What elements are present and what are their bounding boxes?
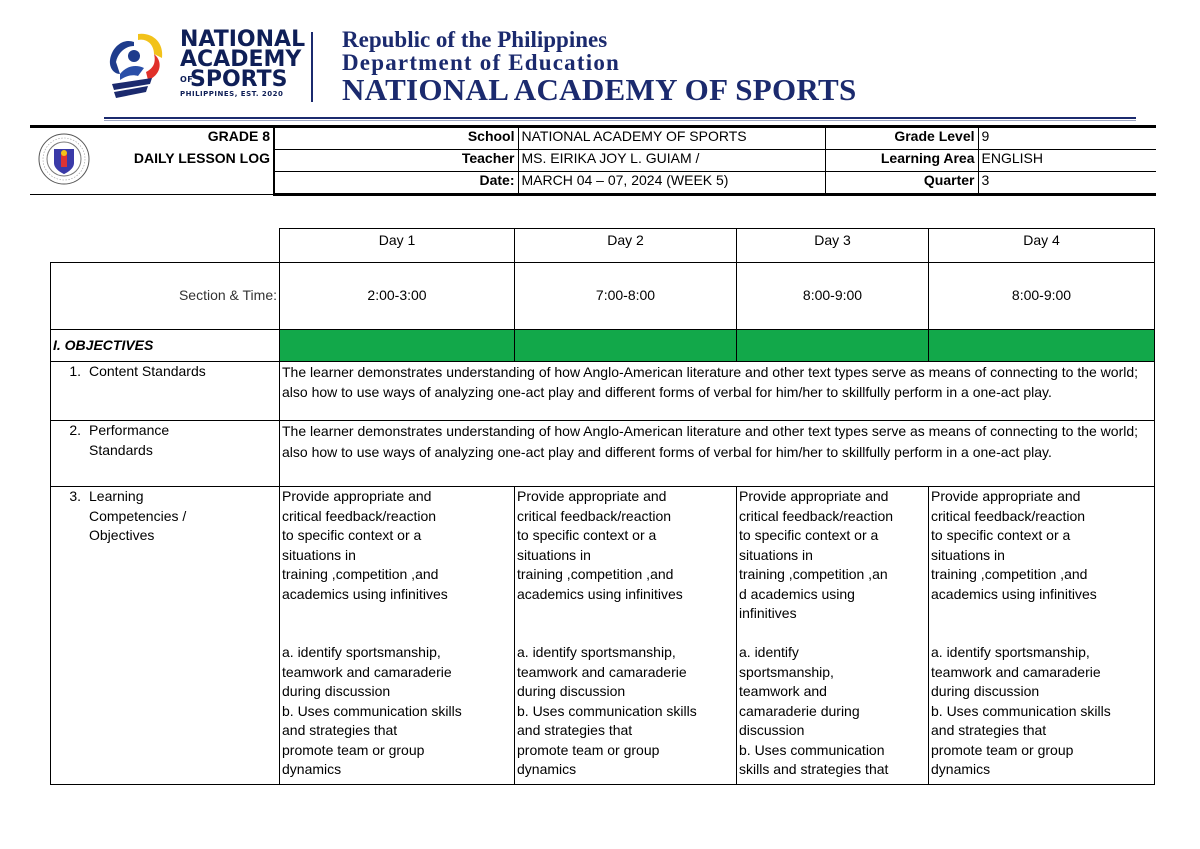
row-number: 1. xyxy=(69,363,81,379)
lesson-plan-table xyxy=(50,228,1155,785)
lesson-log-info-table xyxy=(30,125,1156,196)
row-label: Learning xyxy=(89,488,144,504)
school-label: School xyxy=(274,127,518,150)
log-title: DAILY LESSON LOG xyxy=(30,150,274,172)
row-number: 2. xyxy=(69,422,81,438)
academy-title: NATIONAL ACADEMY OF SPORTS xyxy=(342,72,857,107)
info-blank xyxy=(30,172,274,195)
section-time: 2:00-3:00 xyxy=(280,263,515,330)
section-time: 8:00-9:00 xyxy=(929,263,1155,330)
header-divider xyxy=(311,32,313,102)
grade-level-label: Grade Level xyxy=(825,127,978,150)
learning-area-value: ENGLISH xyxy=(978,150,1156,172)
quarter-value: 3 xyxy=(978,172,1156,195)
row-label: Content Standards xyxy=(89,363,206,379)
green-cell xyxy=(929,330,1155,362)
performance-standards-text: The learner demonstrates understanding of how Anglo-American literature and other text types serve as means of connecting to the world; also how to use ways of analyzing one-act play and different forms of verbal for him/her to skillfully perform in a one-act play. xyxy=(280,421,1155,487)
header-rule-thin xyxy=(104,120,1136,121)
date-label: Date: xyxy=(274,172,518,195)
wordmark-academy: ACADEMY xyxy=(180,47,302,72)
school-value: NATIONAL ACADEMY OF SPORTS xyxy=(518,127,825,150)
competencies-day1: Provide appropriate and critical feedback/reaction to specific context or a situations in training ,competition ,and academics using infinitives a. identify sportsmanship, teamwork and camaraderie during discussion b. Uses communication skills and strategies that promote team or group dynamics xyxy=(280,487,515,785)
green-cell xyxy=(515,330,737,362)
learning-competencies-label xyxy=(51,487,280,785)
green-cell xyxy=(737,330,929,362)
national-academy-of-sports-logo-icon xyxy=(104,28,174,102)
department-title: Department of Education xyxy=(342,50,621,75)
header-rule xyxy=(104,117,1136,119)
grade-level-value: 9 xyxy=(978,127,1156,150)
green-cell xyxy=(280,330,515,362)
section-time: 7:00-8:00 xyxy=(515,263,737,330)
row-label: Performance xyxy=(89,422,170,438)
nas-wordmark xyxy=(180,27,306,99)
content-standards-text: The learner demonstrates understanding of how Anglo-American literature and other text types serve as means of connecting to the world; also how to use ways of analyzing one-act play and different forms of verbal for him/her to skillfully perform in a one-act play. xyxy=(280,362,1155,421)
teacher-label: Teacher xyxy=(274,150,518,172)
section-time: 8:00-9:00 xyxy=(737,263,929,330)
wordmark-sub: PHILIPPINES, EST. 2020 xyxy=(180,90,284,98)
wordmark-national: NATIONAL xyxy=(180,27,306,52)
grade-label: GRADE 8 xyxy=(30,127,274,150)
day-header: Day 3 xyxy=(737,229,929,263)
wordmark-of: OF xyxy=(180,75,194,84)
content-standards-label xyxy=(51,362,280,421)
objectives-heading: I. OBJECTIVES xyxy=(51,330,280,362)
row-number: 3. xyxy=(69,488,81,504)
row-label-cont: Objectives xyxy=(89,527,155,543)
competencies-day2: Provide appropriate and critical feedback/reaction to specific context or a situations in training ,competition ,and academics using infinitives a. identify sportsmanship, teamwork and camaraderie during discussion b. Uses communication skills and strategies that promote team or group dynamics xyxy=(515,487,737,785)
row-label-cont: Competencies / xyxy=(89,507,187,524)
day-header: Day 4 xyxy=(929,229,1155,263)
republic-title: Republic of the Philippines xyxy=(342,27,608,52)
corner-cell xyxy=(51,229,280,263)
competencies-day3: Provide appropriate and critical feedback/reaction to specific context or a situations in training ,competition ,an d academics using infinitives a. identify sportsmanship, teamwork and camaraderie during discussion b. Uses communication skills and strategies that xyxy=(737,487,929,785)
date-value: MARCH 04 – 07, 2024 (WEEK 5) xyxy=(518,172,825,195)
learning-area-label: Learning Area xyxy=(825,150,978,172)
day-header: Day 1 xyxy=(280,229,515,263)
row-label-cont: Standards xyxy=(89,441,153,458)
teacher-value: MS. EIRIKA JOY L. GUIAM / xyxy=(518,150,825,172)
performance-standards-label xyxy=(51,421,280,487)
day-header: Day 2 xyxy=(515,229,737,263)
wordmark-sports: SPORTS xyxy=(190,67,288,92)
section-time-label: Section & Time: xyxy=(51,263,280,330)
header-titles xyxy=(342,28,857,106)
competencies-day4: Provide appropriate and critical feedback/reaction to specific context or a situations in training ,competition ,and academics using infinitives a. identify sportsmanship, teamwork and camaraderie during discussion b. Uses communication skills and strategies that promote team or group dynamics xyxy=(929,487,1155,785)
quarter-label: Quarter xyxy=(825,172,978,195)
